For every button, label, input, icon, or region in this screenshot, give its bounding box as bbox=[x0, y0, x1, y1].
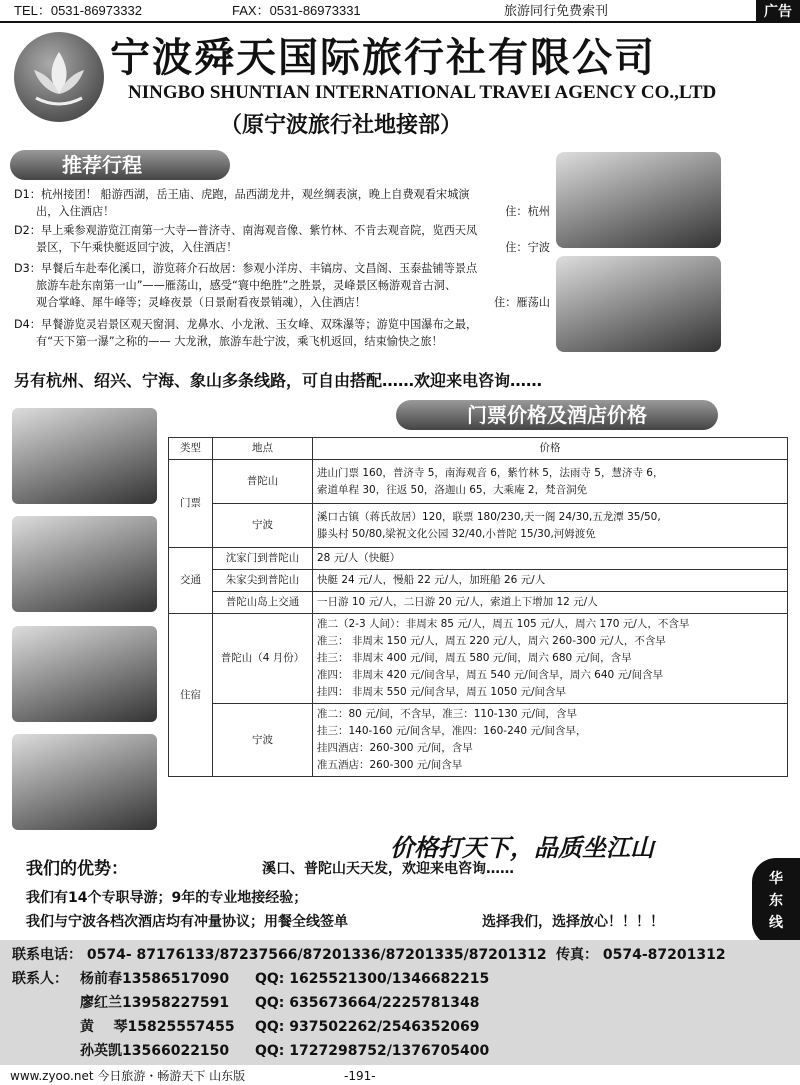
price-cell bbox=[313, 504, 788, 548]
day-label: D2： bbox=[14, 224, 41, 237]
side-tab-char: 华 bbox=[769, 871, 783, 887]
table-row bbox=[169, 548, 788, 570]
index-note: 旅游同行免费索刊 bbox=[504, 3, 609, 18]
old-street-photo bbox=[12, 734, 157, 830]
contact-person-qq: QQ: 1625521300/1346682215 bbox=[255, 971, 490, 987]
day-text: 早餐游览灵岩景区观天窗洞、龙鼻水、小龙湫、玉女峰、双珠瀑等；游览中国瀑布之最， bbox=[40, 318, 478, 331]
price-line: 进山门票 160，普济寺 5，南海观音 6，紫竹林 5，法雨寺 5，慧济寺 6， bbox=[317, 466, 664, 479]
day-text: 早上乘参观游览江南第一大寺—普济寺、南海观音像、紫竹林、不肯去观音院，览西天凤 bbox=[40, 224, 478, 237]
day-stay: 住：雁荡山 bbox=[494, 296, 550, 309]
col-header-place: 地点 bbox=[213, 438, 313, 460]
itinerary-day-2 bbox=[14, 222, 554, 256]
fax-number: FAX：0531-86973331 bbox=[232, 3, 361, 18]
advantages-line-0 bbox=[26, 858, 746, 881]
table-row bbox=[169, 570, 788, 592]
table-row bbox=[169, 592, 788, 614]
fax-label: 传真： bbox=[556, 947, 598, 963]
day-1-line-1 bbox=[14, 186, 554, 203]
price-line: 准二：80 元/间，不含早，准三：110-130 元/间，含早 bbox=[317, 708, 577, 720]
company-subtitle: （原宁波旅行社地接部） bbox=[220, 112, 463, 138]
day-2-line-1 bbox=[14, 222, 554, 239]
contact-person-name: 黄 琴15825557455 bbox=[80, 1019, 235, 1035]
table-row bbox=[169, 460, 788, 504]
price-line: 挂三：140-160 元/间含早，准四：160-240 元/间含早， bbox=[317, 725, 587, 737]
phone-numbers: 0574- 87176133/87237566/87201336/87201335/87201312 bbox=[86, 947, 547, 963]
price-line: 准五酒店：260-300 元/间含早 bbox=[317, 759, 463, 771]
company-name-en: NINGBO SHUNTIAN INTERNATIONAL TRAVEI AGENCY CO.,LTD bbox=[128, 82, 717, 103]
people-label: 联系人： bbox=[12, 971, 68, 987]
contact-panel bbox=[0, 940, 800, 1065]
col-header-type: 类型 bbox=[169, 438, 213, 460]
price-line: 准二（2-3 人间）：非周末 85 元/人，周五 105 元/人，周六 170 元/人，不含早 bbox=[317, 618, 690, 630]
price-cell bbox=[313, 460, 788, 504]
price-line: 准三： 非周末 150 元/人，周五 220 元/人，周六 260-300 元/人，不含早 bbox=[317, 635, 666, 647]
temple-photo bbox=[556, 256, 721, 352]
itinerary-day-1 bbox=[14, 186, 554, 220]
price-cell: 快艇 24 元/人，慢船 22 元/人，加班船 26 元/人 bbox=[313, 570, 788, 592]
table-row bbox=[169, 704, 788, 777]
contact-person-name: 孙英凯13566022150 bbox=[80, 1043, 230, 1059]
price-line: 准四： 非周末 420 元/间含早，周五 540 元/间含早，周六 640 元/间含早 bbox=[317, 669, 664, 681]
place-cell: 沈家门到普陀山 bbox=[213, 548, 313, 570]
advantages-departure: 溪口、普陀山天天发，欢迎来电咨询…… bbox=[262, 861, 514, 877]
day-4-line-1 bbox=[14, 316, 554, 333]
bamboo-photo bbox=[12, 516, 157, 612]
mountain-photo bbox=[12, 408, 157, 504]
advantages-title: 我们的优势： bbox=[26, 859, 128, 879]
table-row bbox=[169, 504, 788, 548]
itinerary-day-4 bbox=[14, 316, 554, 350]
day-3-line-3 bbox=[14, 294, 554, 311]
lotus-logo-icon bbox=[14, 32, 104, 122]
price-cell: 一日游 10 元/人，二日游 20 元/人，索道上下增加 12 元/人 bbox=[313, 592, 788, 614]
company-name-cn: 宁波舜天国际旅行社有限公司 bbox=[110, 34, 656, 81]
advantages-choose: 选择我们，选择放心！！！！ bbox=[482, 914, 664, 930]
day-3-line-2: 旅游车赴东南第一山”——雁荡山，感受“寰中绝胜”之胜景，灵峰景区畅游观音古洞、 bbox=[36, 279, 457, 292]
price-line: 挂四： 非周末 550 元/间含早，周五 1050 元/间含早 bbox=[317, 686, 567, 698]
day-label: D4： bbox=[14, 318, 41, 331]
place-cell: 普陀山 bbox=[213, 460, 313, 504]
price-table bbox=[168, 437, 788, 777]
advantages-line-2 bbox=[26, 911, 746, 933]
day-text: 杭州接团！ 船游西湖，岳王庙、虎跑，品西湖龙井，观丝绸表演，晚上自费观看宋城演 bbox=[40, 188, 470, 201]
advantages-line-1: 我们有14个专职导游；9年的专业地接经验； bbox=[26, 890, 308, 906]
contact-person-qq: QQ: 1727298752/1376705400 bbox=[255, 1043, 490, 1059]
day-label: D3： bbox=[14, 262, 41, 275]
footer-site: www.zyoo.net 今日旅游・畅游天下 山东版 bbox=[10, 1069, 246, 1083]
day-text: 早餐后车赴奉化溪口，游览蒋介石故居：参观小洋房、丰镐房、文昌阁、玉泰盐铺等景点 bbox=[40, 262, 478, 275]
day-stay: 住：杭州 bbox=[505, 205, 550, 218]
price-line: 滕头村 50/80,梁祝文化公园 32/40,小普陀 15/30,河姆渡免 bbox=[317, 527, 596, 540]
table-row bbox=[169, 614, 788, 704]
day-text: 景区，下午乘快艇返回宁波，入住酒店！ bbox=[36, 241, 238, 254]
itinerary-banner: 推荐行程 bbox=[10, 150, 230, 180]
east-china-tab bbox=[752, 858, 800, 946]
day-4-line-2: 有“天下第一瀑”之称的—— 大龙湫，旅游车赴宁波，乘飞机返回，结束愉快之旅！ bbox=[36, 335, 443, 348]
tel-number: TEL：0531-86973332 bbox=[14, 3, 142, 18]
place-cell: 普陀山（4 月份） bbox=[213, 614, 313, 704]
day-label: D1： bbox=[14, 188, 41, 201]
contact-person-qq: QQ: 635673664/2225781348 bbox=[255, 995, 480, 1011]
price-banner: 门票价格及酒店价格 bbox=[396, 400, 718, 430]
price-cell bbox=[313, 614, 788, 704]
price-line: 挂四酒店：260-300 元/间，含早 bbox=[317, 742, 473, 754]
contact-person-name: 杨前春13586517090 bbox=[80, 971, 230, 987]
type-ticket: 门票 bbox=[169, 460, 213, 548]
table-header-row bbox=[169, 438, 788, 460]
slogan: 价格打天下，品质坐江山 bbox=[390, 834, 654, 862]
phone-label: 联系电话： bbox=[12, 947, 82, 963]
contact-person-name: 廖红兰13958227591 bbox=[80, 995, 230, 1011]
price-cell: 28 元/人（快艇） bbox=[313, 548, 788, 570]
place-cell: 宁波 bbox=[213, 504, 313, 548]
guanyin-statue-photo bbox=[556, 152, 721, 248]
col-header-price: 价格 bbox=[313, 438, 788, 460]
top-bar bbox=[0, 0, 800, 22]
price-line: 溪口古镇（蒋氏故居）120，联票 180/230,天一阁 24/30,五龙潭 35/50, bbox=[317, 510, 661, 523]
day-stay: 住：宁波 bbox=[505, 241, 550, 254]
contact-person-qq: QQ: 937502262/2546352069 bbox=[255, 1019, 480, 1035]
price-line: 索道单程 30，往返 50，洛迦山 65，大乘庵 2，梵音洞免 bbox=[317, 483, 588, 496]
day-1-line-2 bbox=[14, 203, 554, 220]
footer bbox=[0, 1067, 800, 1085]
route-tagline: 另有杭州、绍兴、宁海、象山多条线路，可自由搭配……欢迎来电咨询…… bbox=[14, 371, 543, 390]
side-tab-char: 东 bbox=[769, 893, 783, 909]
advantages-text: 我们与宁波各档次酒店均有冲量协议；用餐全线签单 bbox=[26, 914, 348, 930]
place-cell: 普陀山岛上交通 bbox=[213, 592, 313, 614]
day-2-line-2 bbox=[14, 239, 554, 256]
day-text: 出，入住酒店！ bbox=[36, 205, 115, 218]
price-cell bbox=[313, 704, 788, 777]
day-text: 观合掌峰、犀牛峰等；灵峰夜景（日景耐看夜景销魂），入住酒店！ bbox=[36, 296, 367, 309]
ad-badge: 广告 bbox=[756, 0, 800, 22]
fax-row bbox=[556, 944, 726, 966]
place-cell: 宁波 bbox=[213, 704, 313, 777]
page-number: -191- bbox=[344, 1069, 376, 1083]
top-divider bbox=[0, 21, 800, 23]
phone-row bbox=[12, 944, 547, 966]
price-line: 挂三： 非周末 400 元/间，周五 580 元/间，周六 680 元/间，含早 bbox=[317, 652, 632, 664]
fax-number-bottom: 0574-87201312 bbox=[602, 947, 726, 963]
crowd-photo bbox=[12, 626, 157, 722]
side-tab-char: 线 bbox=[769, 915, 783, 931]
type-hotel: 住宿 bbox=[169, 614, 213, 777]
type-transport: 交通 bbox=[169, 548, 213, 614]
day-3-line-1 bbox=[14, 260, 554, 277]
itinerary-day-3 bbox=[14, 260, 554, 311]
place-cell: 朱家尖到普陀山 bbox=[213, 570, 313, 592]
